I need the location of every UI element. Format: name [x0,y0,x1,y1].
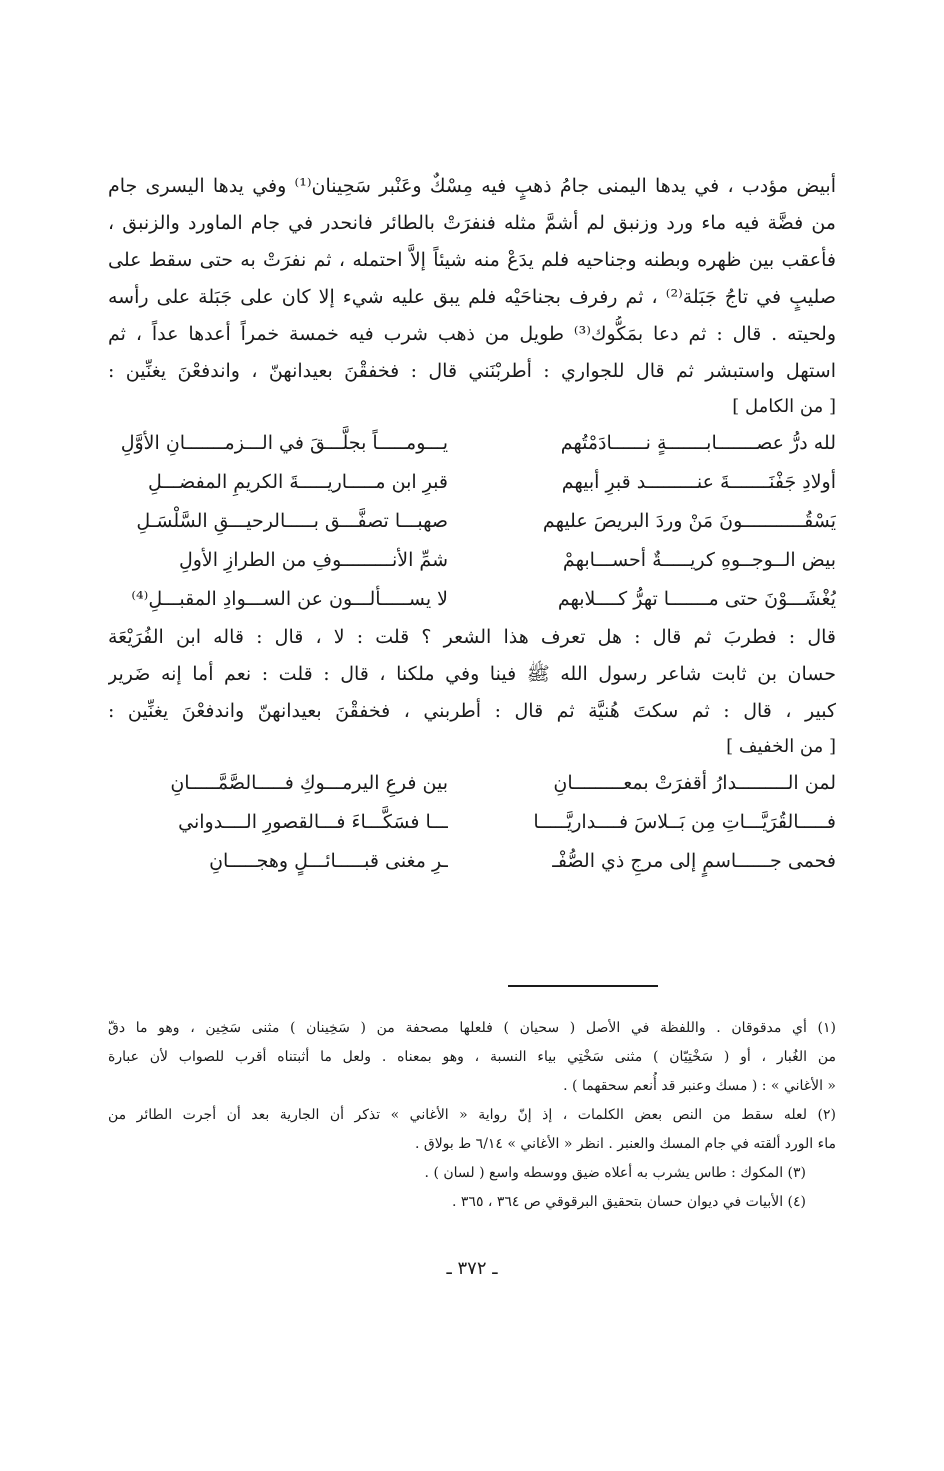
page-number: ـ ٣٧٢ ـ [446,1258,498,1279]
prose-line: حسان بن ثابت شاعر رسول الله ﷺ فينا وفي ملكنا ، قال : قلت : نعم أما إنه ضَرير [108,663,836,685]
prose-line: قال : فطربَ ثم قال : هل تعرف هذا الشعر ؟ قلت : لا ، قال : قاله ابن الفُرَيْعَة [108,626,836,648]
first-hemistich: لمن الـــــــــدارُ أقفرَتْ بمعـــــــــانِ [553,772,836,794]
prose-line: أبيض مؤدب ، في يدها اليمنى جامُ ذهبٍ فيه مِسْكٌ وعَنْبر سَحِينان⁽¹⁾ وفي يدها اليسرى جام [108,175,836,197]
verse-line [108,764,836,803]
prose-line: ولحيته . قال : ثم دعا بمَكُّوك⁽³⁾ طويل من ذهب شرب فيه خمسة خمراً أعدها عداً ، ثم [108,323,836,345]
verse-line [108,541,836,580]
footnote-line: (٢) لعله سقط من النص بعض الكلمات ، إذ إنّ رواية « الأغاني » تذكر أن الجارية بعد أن أجرت الطائر من [108,1107,836,1123]
prose-line: كبير ، قال : ثم سكتَ هُنيَّة ثم قال : أطربني ، فخفقْنَ بعيدانهنّ واندفعْنَ يغنِّين : [108,700,836,722]
footnotes [108,1014,836,1217]
second-hemistich: بين فرعِ اليرمـــوكِ فـــــالصَّمَّـــــانِ [170,772,448,794]
verse-line [108,842,836,881]
meter-label: [ من الخفيف ] [726,736,836,757]
second-hemistich: ـرِ مغنى قبـــــائـــلٍ وهجـــــانِ [209,850,448,872]
first-hemistich: يَسْقُـــــــــــونَ مَنْ وردَ البريصَ عليهم [542,510,836,532]
verse-line [108,580,836,619]
footnote-divider [508,985,658,987]
second-hemistich: صهبـــا تصفَّـــق بـــــالرحيـــقِ السَّلْسَـلِ [136,510,448,532]
prose-line: فأعقب بين ظهره وبطنه وجناحيه فلم يدَعْ منه شيئاً إلاَّ احتمله ، ثم نفرَتْ به حتى سقط على [108,249,836,271]
footnote-line: من الغُبار ، أو ( سَخْتِيّان ) مثنى سَخْتِي بياء النسبة ، وهو بمعناه . ولعل ما أثبتناه أقرب للصواب لأن عبارة [108,1049,836,1065]
prose-line: من فضَّة فيه ماء ورد وزنبق لم أشمَّ مثله فنفرَتْ بالطائر فانحدر في جام الماورد والزنبق ، [108,212,836,234]
second-hemistich: يـــومـــــاً بجلَّـــقَ في الـــزمـــــــانِ الأوَّلِ [120,432,448,454]
main-text [108,168,836,881]
first-hemistich: فحمى جــــــاسمٍ إلى مرجِ ذي الصُّفْـ [552,850,836,872]
prose-line: صليبٍ في تاجُ جَبَلة⁽²⁾ ، ثم رفرف بجناحَيْه فلم يبق عليه شيء إلا كان على جَبَلة على رأسه [108,286,836,308]
footnote-line: (١) أي مدقوقان . واللفظة في الأصل ( سحيان ) فلعلها مصحفة من ( سَخِينان ) مثنى سَخِين ، وهو ما دقّ [108,1020,836,1036]
meter-label: [ من الكامل ] [732,396,836,417]
prose-line: استهل واستبشر ثم قال للجواري : أطربْنَني قال : فخفقْنَ بعيدانهنّ ، واندفعْنَ يغنِّين : [108,360,836,382]
verse-line [108,463,836,502]
second-hemistich: قبرِ ابن مـــــاريـــــةَ الكريمِ المفضـــلِ [148,471,448,493]
verse-line [108,424,836,463]
footnote-line: ماء الورد ألقته في جام المسك والعنبر . انظر « الأغاني » ٦/١٤ ط بولاق . [414,1136,836,1152]
second-hemistich: لا يســـــألـــون عن الســـوادِ المقبـــلِ⁽⁴⁾ [131,588,448,610]
first-hemistich: بيض الــوجــوهِ كريـــــةٌ أحســـابهمْ [562,549,836,571]
first-hemistich: يُغْشَـــوْنَ حتى مـــــــا تهرُّ كــــلابهم [557,588,836,610]
first-hemistich: لله درُّ عصـــــــابـــــــةٍ نــــــادَمْتُهم [560,432,836,454]
footnote-line: « الأغاني » : ( مسك وعنبر قد أُنعم سحقهما ) . [563,1078,836,1094]
first-hemistich: أولادِ جَفْنَـــــــةَ عنـــــــــد قبرِ أبيهم [561,471,836,493]
verse-line [108,502,836,541]
footnote-line: (٣) المكوك : طاس يشرب به أعلاه ضيق ووسطه واسع ( لسان ) . [424,1165,806,1181]
second-hemistich: شمِّ الأنـــــــــوفِ من الطرازِ الأولِ [178,549,448,571]
first-hemistich: فـــــالقُرَيَّـــاتِ مِن بَــلاسَ فــــداريَّـــــا [533,811,836,833]
verse-line [108,803,836,842]
second-hemistich: ـــا فسَكَّـــاءَ فـــالقصورِ الــــدواني [178,811,448,833]
footnote-line: (٤) الأبيات في ديوان حسان بتحقيق البرقوقي ص ٣٦٤ ، ٣٦٥ . [452,1194,806,1210]
